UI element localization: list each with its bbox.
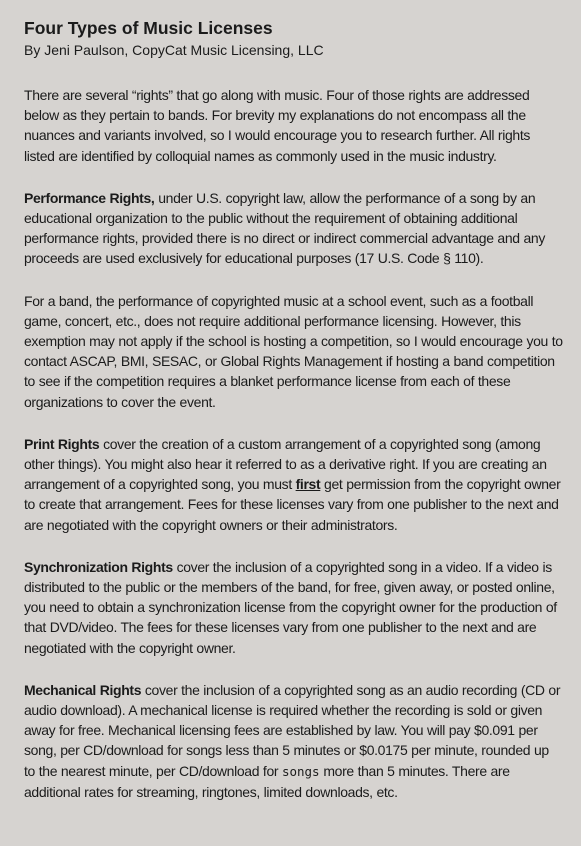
print-rights-term: Print Rights [24,435,100,452]
performance-rights-text: under U.S. copyright law, allow the performance of a song by an educational organization to the public without the requirement of obtaining additional performance rights, provided there is no direct or indirect commercial advantage and any proceeds are used exclusively for educational purposes (17 U.S. Code § 110). [24,189,545,267]
print-rights-paragraph [24,434,563,535]
print-rights-text-after: get permission from the copyright owner to create that arrangement. Fees for these licenses vary from one publisher to the next and are negotiated with the copyright owners or their administrators. [24,476,561,533]
intro-paragraph: There are several “rights” that go along with music. Four of those rights are addressed below as they pertain to bands. For brevity my explanations do not encompass all the nuances and variants involved, so I would encourage you to research further. All rights listed are identified by colloquial names as commonly used in the music industry. [24,87,531,164]
performance-rights-term: Performance Rights, [24,189,155,206]
mechanical-rights-paragraph [24,680,563,802]
print-rights-text-before: cover the creation of a custom arrangement of a copyrighted song (among other things). You might also hear it referred to as a derivative right. If you are creating an arrangement of a copyrighted song, you must [24,435,547,493]
band-performance-paragraph: For a band, the performance of copyrighted music at a school event, such as a football game, concert, etc., does not require additional performance licensing. However, this exemption may not apply if the school is hosting a competition, so I would encourage you to contact ASCAP, BMI, SESAC, or Global Rights Management if hosting a band competition to see if the competition requires a blanket performance license from each of these organizations to cover the event. [24,292,563,410]
synchronization-rights-term: Synchronization Rights [24,558,173,575]
synchronization-rights-paragraph [24,557,563,658]
document-title: Four Types of Music Licenses [24,18,273,38]
mechanical-rights-text-before: cover the inclusion of a copyrighted song as an audio recording (CD or audio download). A mechanical license is required whether the recording is sold or given away for free. Mechanical licensing fees are established by law. You will pay $0.091 per song, per CD/download for songs less than 5 minutes or $0.0175 per minute, rounded up to the nearest minute, per CD/download for [24,681,561,779]
mechanical-rights-term: Mechanical Rights [24,681,142,698]
mechanical-rights-mono-word: songs [281,763,320,779]
mechanical-rights-text-after: more than 5 minutes. There are additional rates for streaming, ringtones, limited downloads, etc. [24,762,510,800]
author-byline: By Jeni Paulson, CopyCat Music Licensing, LLC [24,42,324,58]
synchronization-rights-text: cover the inclusion of a copyrighted song in a video. If a video is distributed to the public or the members of the band, for free, given away, or posted online, you need to obtain a synchronization license from the copyright owner for the production of that DVD/video. The fees for these licenses vary from one publisher to the next and are negotiated with the copyright owner. [24,558,557,656]
performance-rights-paragraph [24,188,563,269]
print-rights-emphasis: first [295,476,321,493]
